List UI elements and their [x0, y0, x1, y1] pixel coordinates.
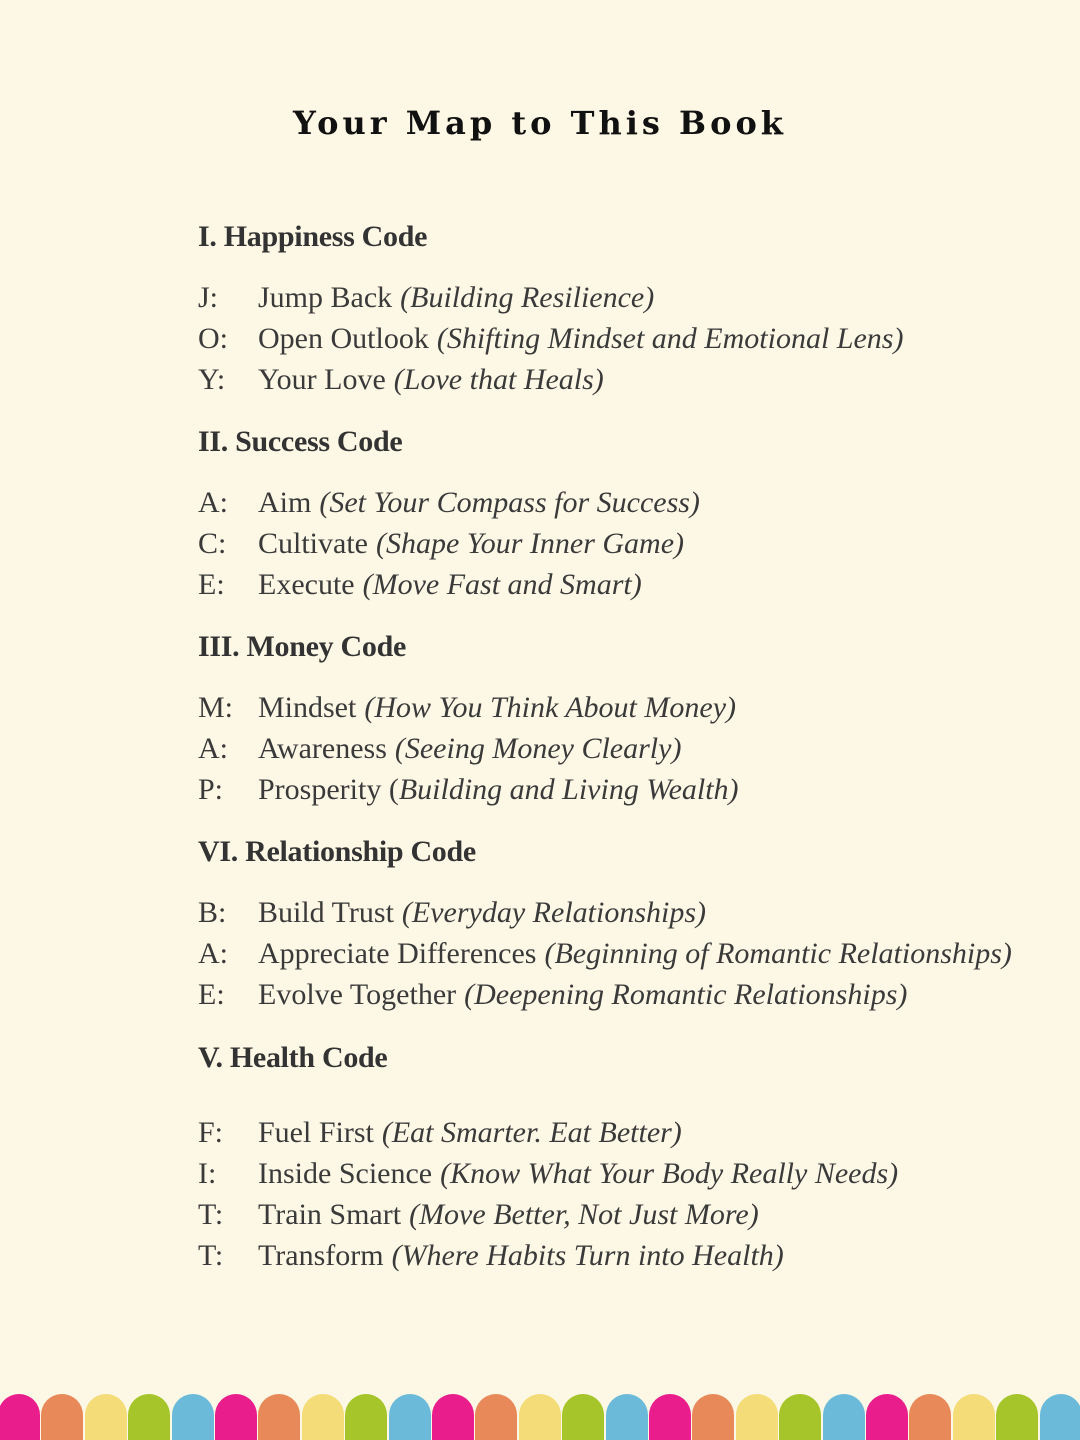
entry-name: Execute: [258, 568, 355, 601]
entry-letter: C:: [198, 527, 227, 560]
scallop-shape: [41, 1394, 83, 1440]
entry-letter: F:: [198, 1116, 224, 1149]
entry-name: Prosperity (: [258, 773, 399, 806]
entry-letter: M:: [198, 691, 234, 724]
scallop-shape: [215, 1394, 257, 1440]
scallop-shape: [128, 1394, 170, 1440]
list-item: [198, 1116, 898, 1157]
scallop-shape: [0, 1394, 40, 1440]
entry-name: Appreciate Differences: [258, 937, 537, 970]
entry-letter: A:: [198, 937, 228, 970]
scallop-shape: [649, 1394, 691, 1440]
list-item: [198, 978, 1012, 1019]
entry-letter: P:: [198, 773, 224, 806]
list-item: [198, 363, 903, 404]
entry-letter: Y:: [198, 363, 226, 396]
scallop-shape: [996, 1394, 1038, 1440]
entry-description: (Move Fast and Smart): [362, 568, 642, 601]
entry-name: Awareness: [258, 732, 387, 765]
section-heading: V. Health Code: [198, 1041, 388, 1074]
scallop-shape: [866, 1394, 908, 1440]
entry-letter: A:: [198, 732, 228, 765]
entry-description: (Beginning of Romantic Relationships): [544, 937, 1012, 970]
entry-description: (Set Your Compass for Success): [319, 486, 700, 519]
scallop-shape: [302, 1394, 344, 1440]
entry-list: [198, 281, 903, 404]
section-money-code: [198, 629, 739, 814]
section-happiness-code: [198, 219, 903, 404]
entry-description: (Everyday Relationships): [401, 896, 706, 929]
list-item: [198, 691, 739, 732]
scallop-shape: [432, 1394, 474, 1440]
entry-letter: I:: [198, 1157, 217, 1190]
entry-letter: T:: [198, 1198, 224, 1231]
scallop-shape: [475, 1394, 517, 1440]
entry-name: Fuel First: [258, 1116, 374, 1149]
entry-letter: T:: [198, 1239, 224, 1272]
scalloped-border: [0, 1394, 1080, 1440]
entry-letter: O:: [198, 322, 228, 355]
scallop-shape: [519, 1394, 561, 1440]
entry-description: (Shape Your Inner Game): [375, 527, 685, 560]
scallop-shape: [562, 1394, 604, 1440]
section-heading: I. Happiness Code: [198, 220, 428, 253]
entry-name: Build Trust: [258, 896, 394, 929]
entry-letter: E:: [198, 568, 225, 601]
entry-name: Jump Back: [258, 281, 393, 314]
scallop-shape: [736, 1394, 778, 1440]
entry-letter: A:: [198, 486, 228, 519]
entry-description: (Love that Heals): [393, 363, 604, 396]
list-item: [198, 527, 700, 568]
list-item: [198, 896, 1012, 937]
page-title: Your Map to This Book: [293, 104, 787, 142]
entry-list: [198, 486, 700, 609]
section-heading: II. Success Code: [198, 425, 403, 458]
entry-name: Transform: [258, 1239, 384, 1272]
entry-description: (Know What Your Body Really Needs): [440, 1157, 899, 1190]
entry-list: [198, 1116, 898, 1280]
scallop-shape: [258, 1394, 300, 1440]
list-item: [198, 1157, 898, 1198]
entry-letter: E:: [198, 978, 225, 1011]
scallop-shape: [345, 1394, 387, 1440]
entry-letter: B:: [198, 896, 227, 929]
entry-name: Aim: [258, 486, 312, 519]
entry-description: (Deepening Romantic Relationships): [464, 978, 908, 1011]
scallop-shape: [85, 1394, 127, 1440]
entry-name: Mindset: [258, 691, 357, 724]
section-success-code: [198, 424, 700, 609]
entry-name: Your Love: [258, 363, 386, 396]
entry-description: (Move Better, Not Just More): [409, 1198, 759, 1231]
scallop-shape: [606, 1394, 648, 1440]
section-health-code: [198, 1040, 898, 1280]
entry-name: Cultivate: [258, 527, 368, 560]
list-item: [198, 773, 739, 814]
entry-description: (Seeing Money Clearly): [394, 732, 682, 765]
scallop-shape: [692, 1394, 734, 1440]
entry-name: Train Smart: [258, 1198, 402, 1231]
entry-description: Building and Living Wealth): [398, 773, 739, 806]
section-relationship-code: [198, 834, 1012, 1019]
list-item: [198, 1239, 898, 1280]
scallop-shape: [1040, 1394, 1080, 1440]
list-item: [198, 937, 1012, 978]
entry-name: Evolve Together: [258, 978, 457, 1011]
entry-name: Open Outlook: [258, 322, 429, 355]
section-heading: III. Money Code: [198, 630, 407, 663]
entry-description: (Building Resilience): [400, 281, 655, 314]
entry-name: Inside Science: [258, 1157, 433, 1190]
list-item: [198, 281, 903, 322]
entry-description: (Where Habits Turn into Health): [391, 1239, 784, 1272]
entry-description: (How You Think About Money): [364, 691, 737, 724]
entry-letter: J:: [198, 281, 219, 314]
entry-description: (Shifting Mindset and Emotional Lens): [436, 322, 904, 355]
list-item: [198, 568, 700, 609]
scallop-shape: [389, 1394, 431, 1440]
entry-list: [198, 691, 739, 814]
scallop-shape: [953, 1394, 995, 1440]
list-item: [198, 1198, 898, 1239]
list-item: [198, 486, 700, 527]
list-item: [198, 322, 903, 363]
section-heading: VI. Relationship Code: [198, 835, 476, 868]
entry-list: [198, 896, 1012, 1019]
list-item: [198, 732, 739, 773]
scallop-shape: [823, 1394, 865, 1440]
scallop-shape: [172, 1394, 214, 1440]
scallop-shape: [779, 1394, 821, 1440]
entry-description: (Eat Smarter. Eat Better): [381, 1116, 682, 1149]
scallop-shape: [909, 1394, 951, 1440]
